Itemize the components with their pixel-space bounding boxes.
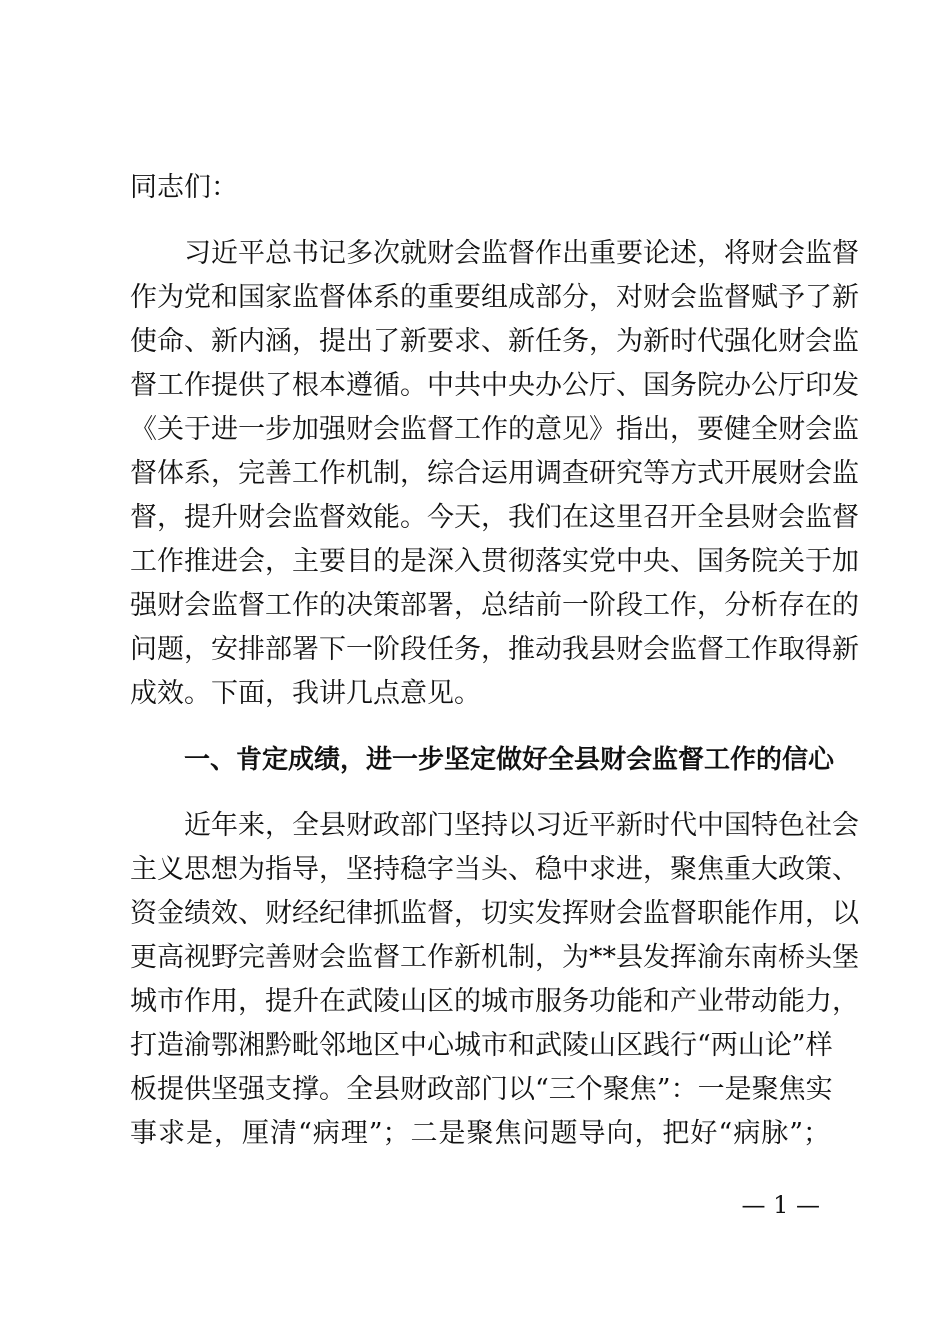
paragraph-line: 城市作用，提升在武陵山区的城市服务功能和产业带动能力，	[130, 986, 859, 1017]
paragraph-line: 问题，安排部署下一阶段任务，推动我县财会监督工作取得新	[130, 634, 859, 665]
paragraph-line: 督体系，完善工作机制，综合运用调查研究等方式开展财会监	[130, 458, 859, 489]
paragraph-line: 使命、新内涵，提出了新要求、新任务，为新时代强化财会监	[130, 326, 859, 357]
paragraph-line: 主义思想为指导，坚持稳字当头、稳中求进，聚焦重大政策、	[130, 854, 859, 885]
section-heading: 一、肯定成绩，进一步坚定做好全县财会监督工作的信心	[184, 745, 835, 775]
paragraph-line: 成效。下面，我讲几点意见。	[130, 678, 481, 709]
paragraph-line: 打造渝鄂湘黔毗邻地区中心城市和武陵山区践行“两山论”样	[130, 1030, 833, 1061]
paragraph-line: 工作推进会，主要目的是深入贯彻落实党中央、国务院关于加	[130, 546, 859, 577]
paragraph-line: 资金绩效、财经纪律抓监督，切实发挥财会监督职能作用，以	[130, 898, 859, 929]
paragraph-line: 习近平总书记多次就财会监督作出重要论述，将财会监督	[184, 238, 859, 269]
paragraph-line: 《关于进一步加强财会监督工作的意见》指出，要健全财会监	[130, 414, 859, 445]
paragraph-line: 更高视野完善财会监督工作新机制，为**县发挥渝东南桥头堡	[130, 942, 859, 973]
salutation: 同志们：	[130, 172, 238, 203]
page-number: — 1 —	[741, 1191, 820, 1219]
paragraph-line: 板提供坚强支撑。全县财政部门以“三个聚焦”：一是聚焦实	[130, 1074, 833, 1105]
paragraph-line: 事求是，厘清“病理”；二是聚焦问题导向，把好“病脉”；	[130, 1118, 830, 1149]
paragraph-line: 强财会监督工作的决策部署，总结前一阶段工作，分析存在的	[130, 590, 859, 621]
paragraph-line: 作为党和国家监督体系的重要组成部分，对财会监督赋予了新	[130, 282, 859, 313]
paragraph-line: 督工作提供了根本遵循。中共中央办公厅、国务院办公厅印发	[130, 370, 859, 401]
paragraph-line: 近年来，全县财政部门坚持以习近平新时代中国特色社会	[184, 810, 859, 841]
paragraph-line: 督，提升财会监督效能。今天，我们在这里召开全县财会监督	[130, 502, 859, 533]
